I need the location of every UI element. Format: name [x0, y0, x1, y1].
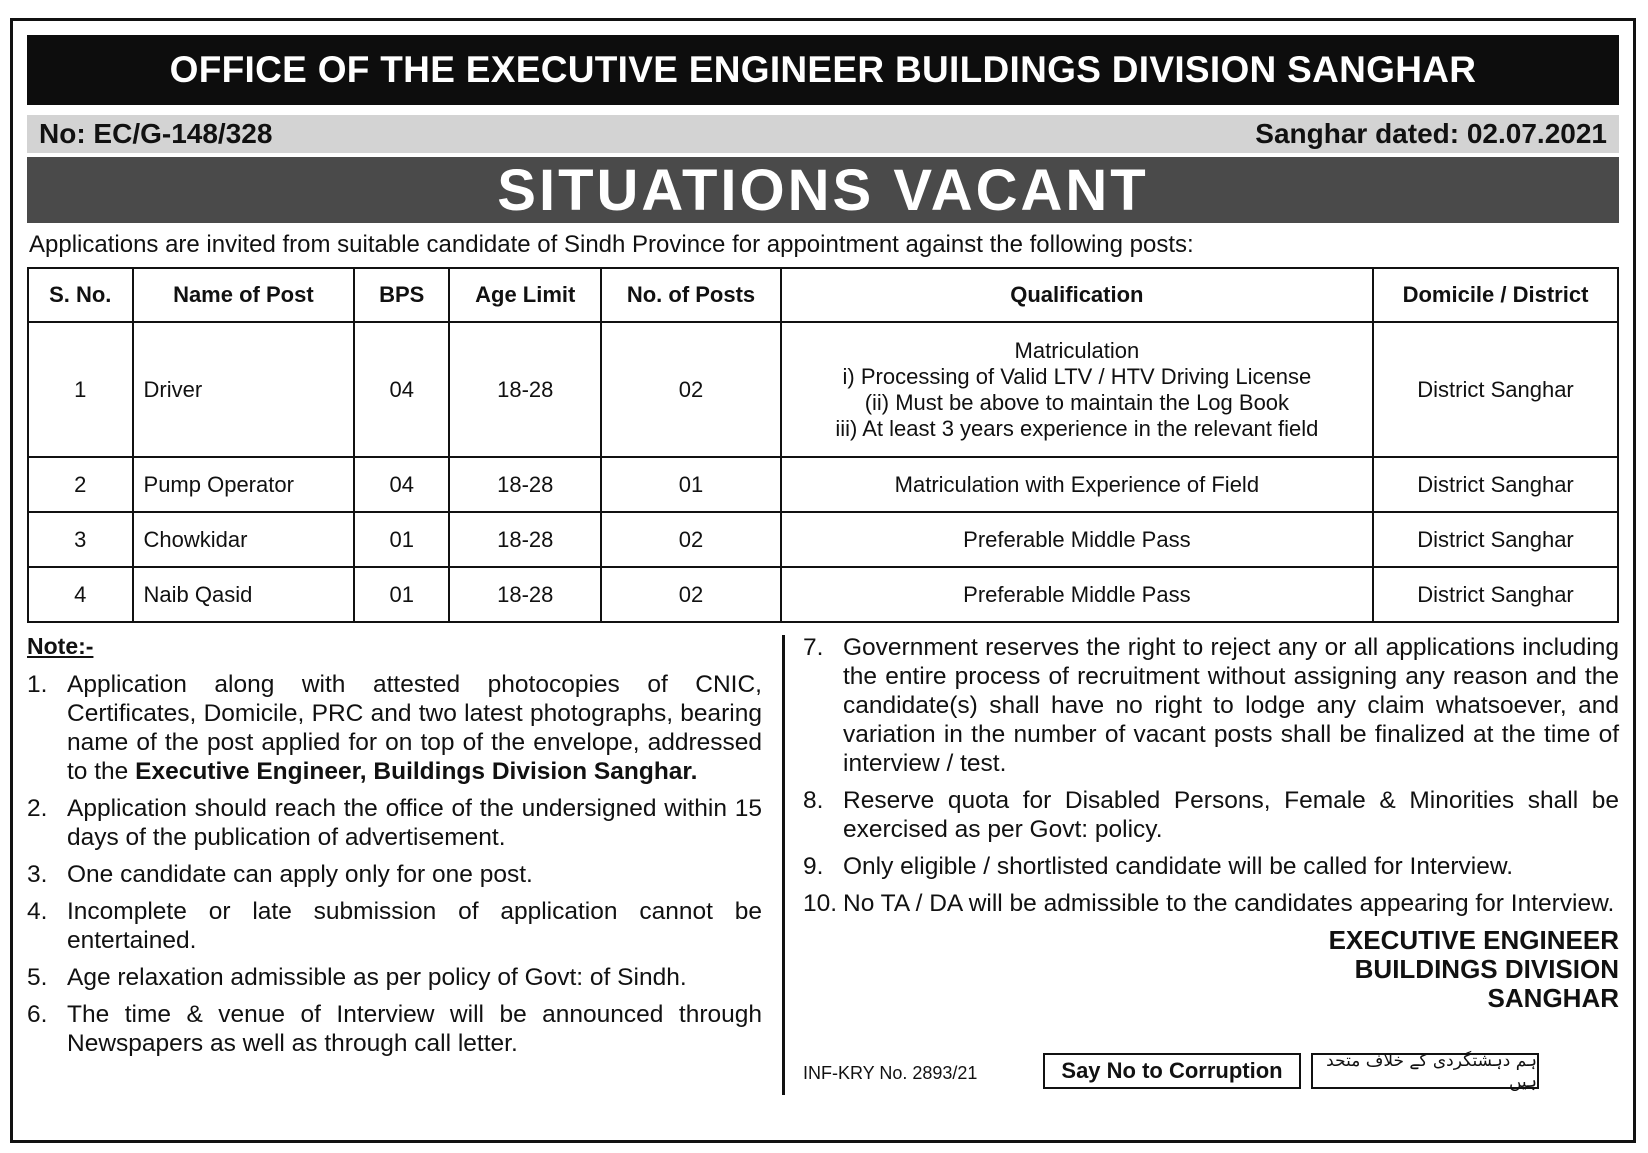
column-header: Name of Post [133, 268, 355, 322]
note-number: 8. [803, 787, 824, 814]
table-row [28, 322, 1618, 457]
qualification-line: Matriculation [1014, 337, 1140, 363]
cell-age: 18-28 [449, 457, 601, 512]
note-item [27, 670, 762, 786]
page-title-bar [27, 157, 1619, 223]
cell-age: 18-28 [449, 512, 601, 567]
cell-posts: 01 [601, 457, 780, 512]
note-item [27, 860, 762, 889]
footer [803, 1053, 1619, 1093]
signature-line: EXECUTIVE ENGINEER [1328, 925, 1619, 955]
note-number: 2. [27, 795, 48, 822]
note-text: No TA / DA will be admissible to the candidates appearing for Interview. [843, 890, 1615, 917]
note-number: 6. [27, 1001, 48, 1028]
signature-block [803, 926, 1619, 1013]
urdu-slogan-badge [1311, 1051, 1539, 1092]
intro-text: Applications are invited from suitable candidate of Sindh Province for appointment against the following posts: [29, 231, 1194, 258]
cell-bps: 01 [354, 567, 449, 622]
cell-age: 18-28 [449, 322, 601, 457]
notes-left-column [27, 633, 762, 1066]
note-text: Government reserves the right to reject any or all applications including the entire process of recruitment without assigning any reason and the candidate(s) shall have no right to lodge any claim whatsoever, and variation in the number of vacant posts shall be finalized at the time of interview / test. [843, 634, 1619, 777]
note-text: One candidate can apply only for one post. [67, 861, 533, 888]
cell-qualification [781, 322, 1373, 457]
column-divider [782, 635, 785, 1095]
cell-posts: 02 [601, 322, 780, 457]
qualification-line: iii) At least 3 years experience in the relevant field [835, 415, 1319, 441]
note-text: Age relaxation admissible as per policy of Govt: of Sindh. [67, 964, 687, 991]
note-text: Reserve quota for Disabled Persons, Female & Minorities shall be exercised as per Govt: policy. [843, 787, 1619, 843]
anti-corruption-badge [1043, 1053, 1301, 1089]
note-item [27, 963, 762, 992]
cell-age: 18-28 [449, 567, 601, 622]
cell-domicile: District Sanghar [1373, 512, 1618, 567]
column-header: Domicile / District [1373, 268, 1618, 322]
cell-posts: 02 [601, 512, 780, 567]
advertisement-frame [10, 18, 1636, 1143]
qualification-line: (ii) Must be above to maintain the Log Book [864, 389, 1290, 415]
table-row [28, 512, 1618, 567]
table-row [28, 567, 1618, 622]
cell-bps: 04 [354, 457, 449, 512]
note-number: 9. [803, 853, 824, 880]
cell-bps: 04 [354, 322, 449, 457]
note-text-plain: Application along with attested photocopies of CNIC, Certificates, Domicile, PRC and two latest photographs, bearing name of the post applied for on top of the envelope, addressed to the [67, 671, 762, 785]
cell-post: Chowkidar [133, 512, 355, 567]
cell-domicile: District Sanghar [1373, 322, 1618, 457]
note-number: 4. [27, 898, 48, 925]
posts-table [27, 267, 1619, 623]
column-header: Age Limit [449, 268, 601, 322]
date-line: Sanghar dated: 02.07.2021 [1255, 118, 1607, 149]
note-item [803, 852, 1619, 881]
note-number: 3. [27, 861, 48, 888]
cell-sno: 1 [28, 322, 133, 457]
notes-right-column [803, 633, 1619, 1013]
cell-posts: 02 [601, 567, 780, 622]
cell-domicile: District Sanghar [1373, 457, 1618, 512]
table-row [28, 457, 1618, 512]
page-title: SITUATIONS VACANT [497, 157, 1149, 223]
column-header: No. of Posts [601, 268, 780, 322]
cell-post: Driver [133, 322, 355, 457]
note-item [803, 786, 1619, 844]
cell-bps: 01 [354, 512, 449, 567]
urdu-slogan-text: ہم دہشتگردی کے خلاف متحد ہیں [1326, 1051, 1537, 1092]
note-number: 10. [803, 890, 838, 917]
signature-line: BUILDINGS DIVISION [1354, 954, 1619, 984]
note-text-bold: Executive Engineer, Buildings Division Sanghar. [135, 758, 698, 785]
note-item [27, 897, 762, 955]
inf-reference: INF-KRY No. 2893/21 [803, 1063, 978, 1083]
column-header: BPS [354, 268, 449, 322]
column-header: Qualification [781, 268, 1373, 322]
cell-domicile: District Sanghar [1373, 567, 1618, 622]
cell-post: Naib Qasid [133, 567, 355, 622]
reference-bar [27, 115, 1619, 153]
office-header [27, 35, 1619, 105]
note-text [67, 670, 762, 786]
anti-corruption-text: Say No to Corruption [1061, 1058, 1283, 1083]
note-item [27, 794, 762, 852]
notes-section [27, 633, 1619, 1103]
table-header-row [28, 268, 1618, 322]
column-header: S. No. [28, 268, 133, 322]
cell-sno: 4 [28, 567, 133, 622]
note-number: 5. [27, 964, 48, 991]
note-text: The time & venue of Interview will be announced through Newspapers as well as through call letter. [67, 1001, 762, 1057]
qualification-line: i) Processing of Valid LTV / HTV Driving License [842, 363, 1312, 389]
cell-qualification: Preferable Middle Pass [781, 567, 1373, 622]
note-text: Application should reach the office of the undersigned within 15 days of the publication of advertisement. [67, 795, 762, 851]
advertisement-content [27, 35, 1619, 1103]
note-item [803, 889, 1619, 918]
note-item [27, 1000, 762, 1058]
cell-qualification: Preferable Middle Pass [781, 512, 1373, 567]
cell-qualification: Matriculation with Experience of Field [781, 457, 1373, 512]
signature-line: SANGHAR [1487, 983, 1619, 1013]
notes-heading: Note:- [27, 633, 94, 659]
reference-number: No: EC/G-148/328 [39, 118, 273, 149]
cell-sno: 3 [28, 512, 133, 567]
note-item [803, 633, 1619, 778]
note-text: Incomplete or late submission of application cannot be entertained. [67, 898, 762, 954]
note-number: 7. [803, 634, 824, 661]
cell-sno: 2 [28, 457, 133, 512]
note-number: 1. [27, 671, 48, 698]
note-text: Only eligible / shortlisted candidate will be called for Interview. [843, 853, 1514, 880]
cell-post: Pump Operator [133, 457, 355, 512]
office-title: OFFICE OF THE EXECUTIVE ENGINEER BUILDINGS DIVISION SANGHAR [169, 49, 1477, 90]
